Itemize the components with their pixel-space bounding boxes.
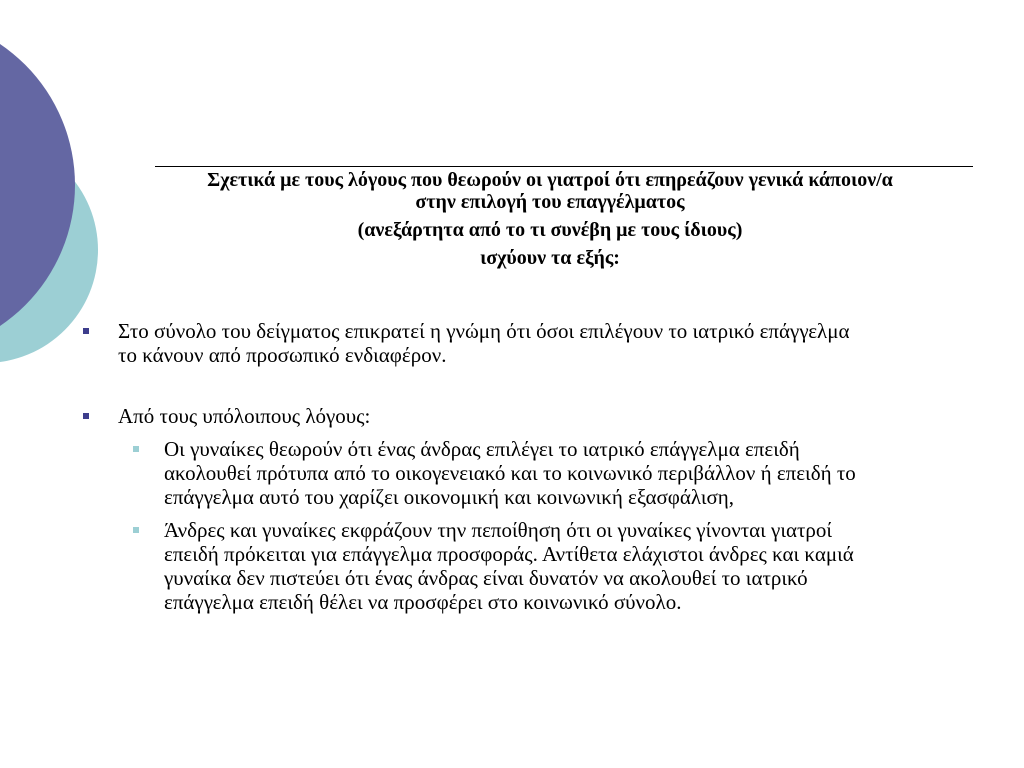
title-line-2: στην επιλογή του επαγγέλματος bbox=[415, 191, 685, 213]
sub-bullet-item bbox=[164, 518, 1014, 614]
sub-bullet-marker bbox=[133, 527, 139, 533]
title-line-3: (ανεξάρτητα από το τι συνέβη με τους ίδιους) bbox=[357, 219, 743, 241]
sub-bullet-text-line: Άνδρες και γυναίκες εκφράζουν την πεποίθηση ότι οι γυναίκες γίνονται γιατροί bbox=[164, 518, 833, 542]
bullet-item bbox=[118, 319, 1018, 367]
bullet-text-line: το κάνουν από προσωπικό ενδιαφέρον. bbox=[118, 343, 447, 367]
bullet-text-line: Στο σύνολο του δείγματος επικρατεί η γνώμη ότι όσοι επιλέγουν το ιατρικό επάγγελμα bbox=[118, 319, 850, 343]
bullet-item bbox=[118, 404, 1018, 428]
sub-bullet-text-line: ακολουθεί πρότυπα από το οικογενειακό και το κοινωνικό περιβάλλον ή επειδή το bbox=[164, 461, 856, 485]
sub-bullet-text-line: επειδή πρόκειται για επάγγελμα προσφοράς. Αντίθετα ελάχιστοι άνδρες και καμιά bbox=[164, 542, 854, 566]
slide-title bbox=[100, 169, 1000, 269]
sub-bullet-text-line: γυναίκα δεν πιστεύει ότι ένας άνδρας είναι δυνατόν να ακολουθεί το ιατρικό bbox=[164, 566, 808, 590]
sub-bullet-text-line: Οι γυναίκες θεωρούν ότι ένας άνδρας επιλέγει το ιατρικό επάγγελμα επειδή bbox=[164, 437, 800, 461]
title-line-1: Σχετικά με τους λόγους που θεωρούν οι γιατροί ότι επηρεάζουν γενικά κάποιον/α bbox=[207, 169, 893, 191]
sub-bullet-text-line: επάγγελμα επειδή θέλει να προσφέρει στο κοινωνικό σύνολο. bbox=[164, 590, 682, 614]
sub-bullet-marker bbox=[133, 446, 139, 452]
bullet-marker bbox=[83, 413, 89, 419]
bullet-text-line: Από τους υπόλοιπους λόγους: bbox=[118, 404, 371, 428]
title-underline bbox=[155, 166, 973, 167]
sub-bullet-item bbox=[164, 437, 1014, 509]
sub-bullet-text-line: επάγγελμα αυτό του χαρίζει οικονομική και κοινωνική εξασφάλιση, bbox=[164, 485, 735, 509]
bullet-marker bbox=[83, 328, 89, 334]
title-line-4: ισχύουν τα εξής: bbox=[480, 247, 620, 269]
